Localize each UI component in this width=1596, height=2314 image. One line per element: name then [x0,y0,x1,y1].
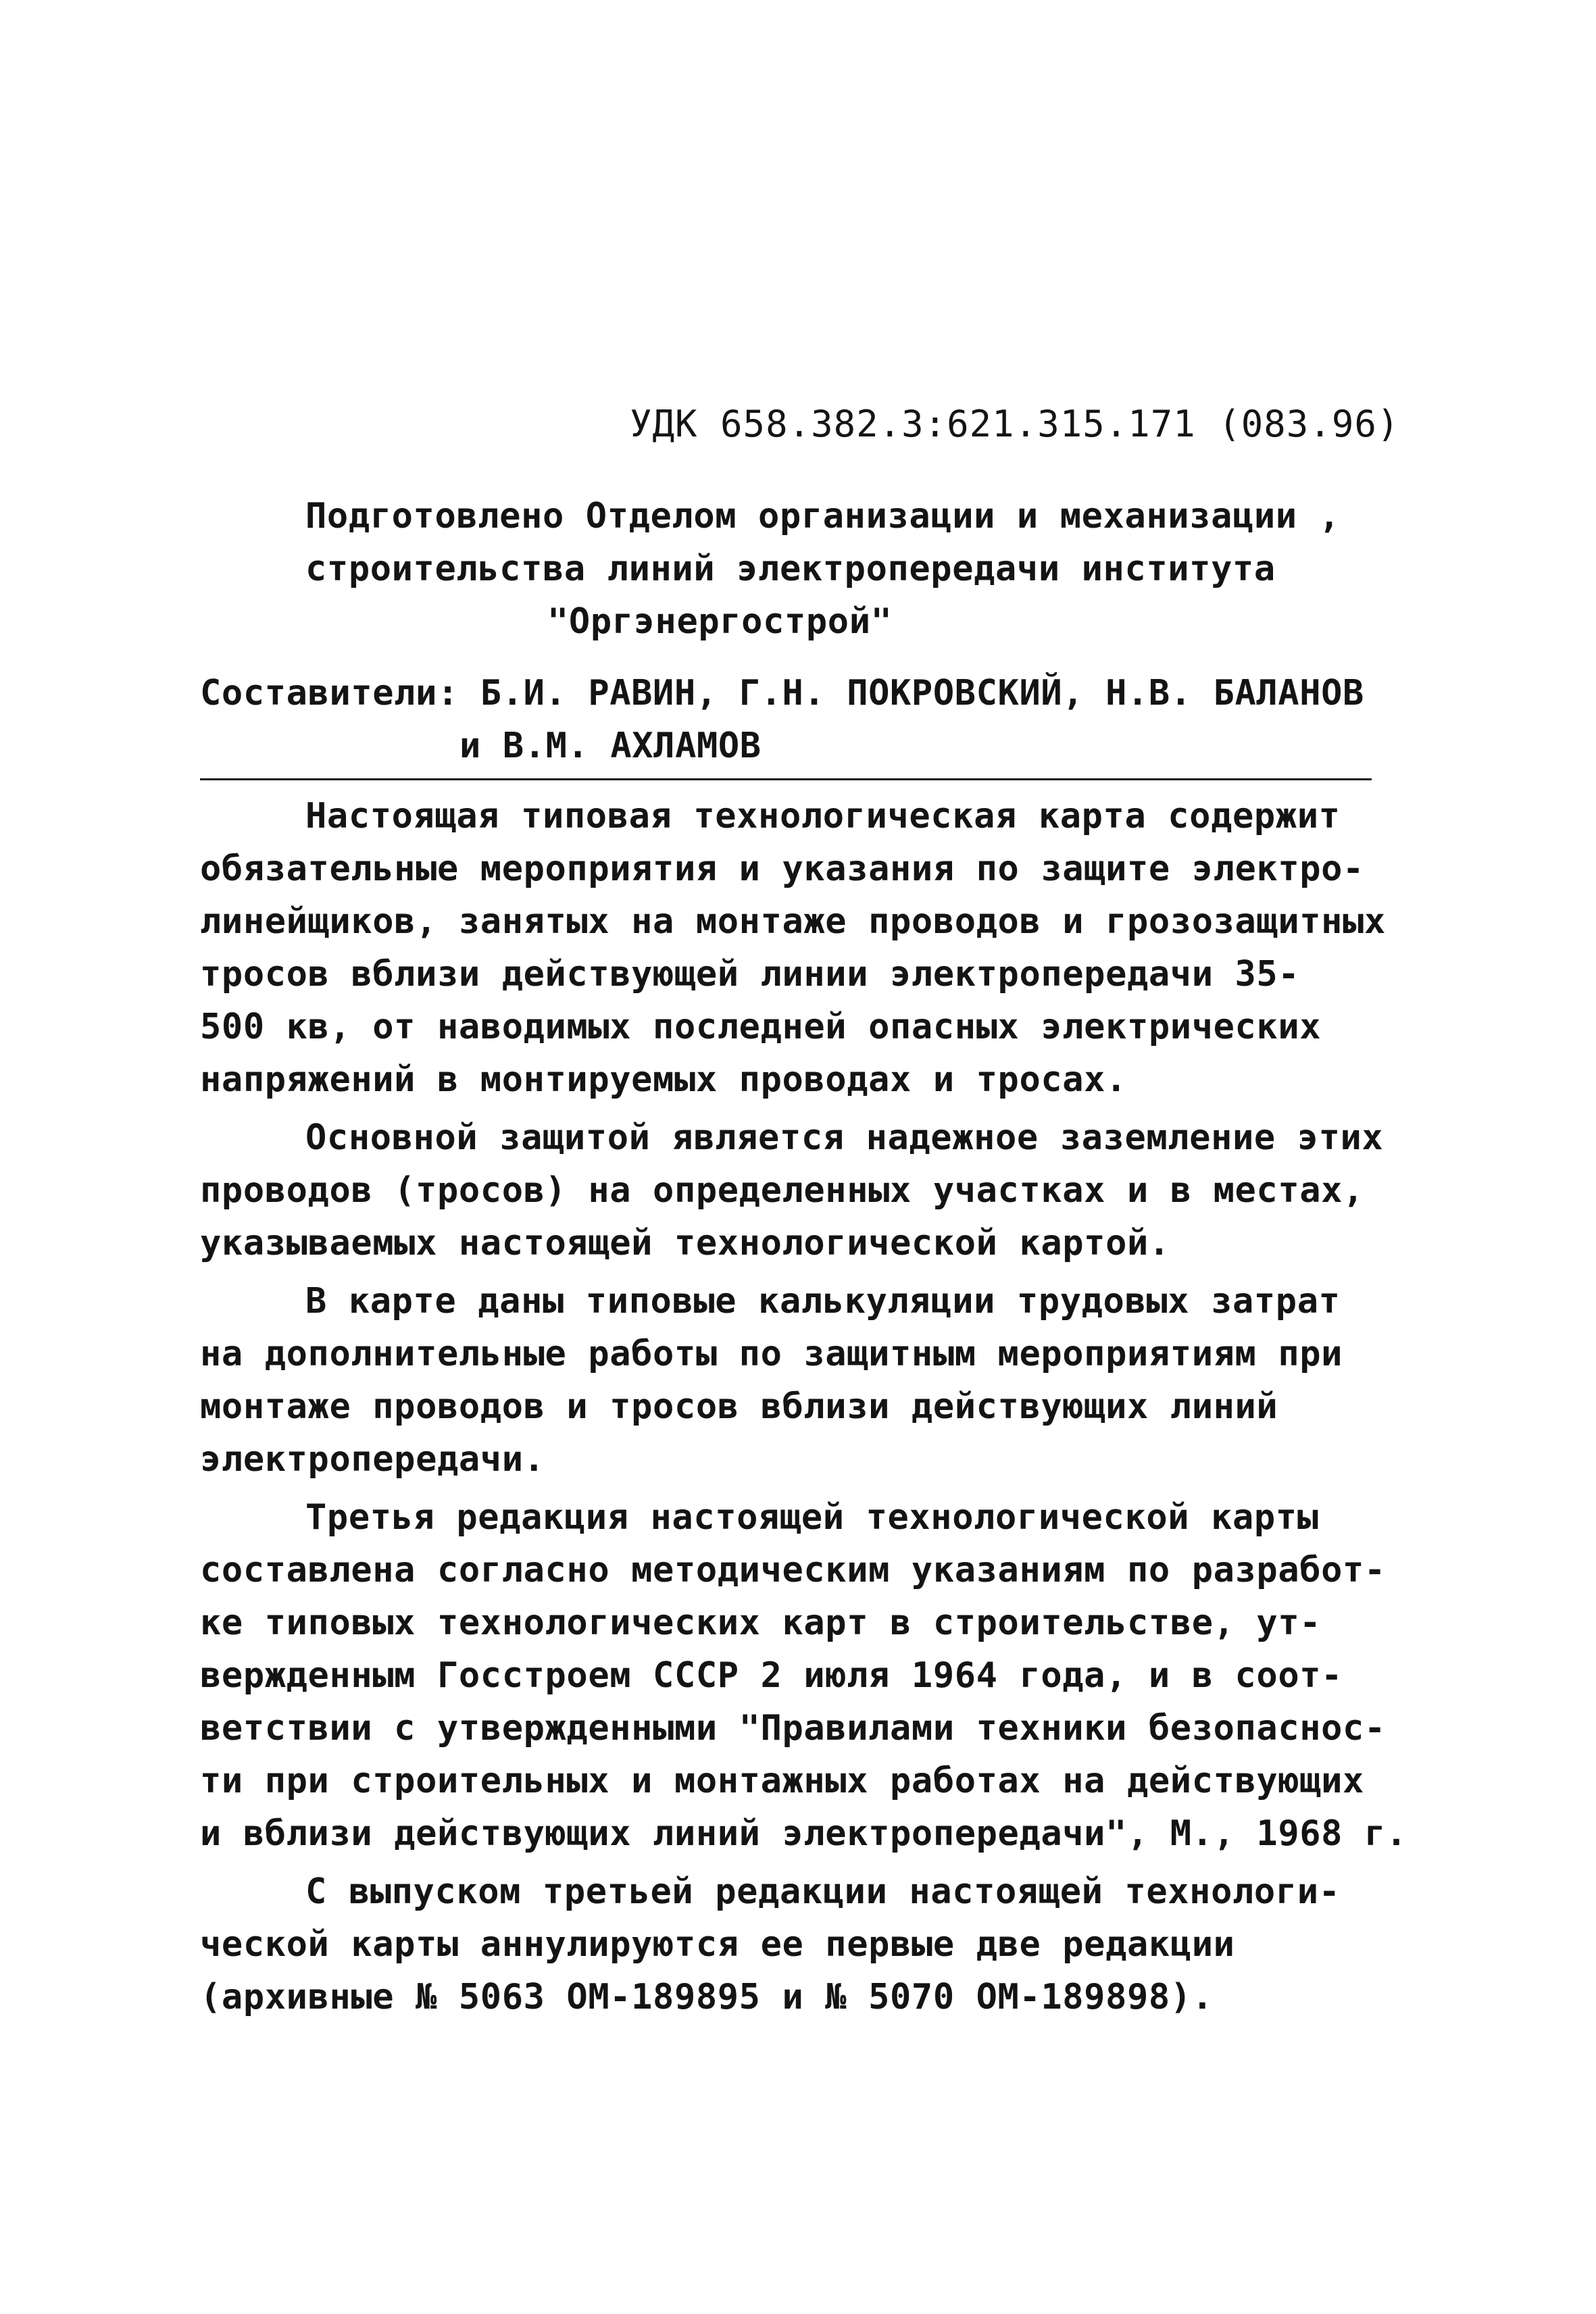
authors-line-1: Составители: Б.И. РАВИН, Г.Н. ПОКРОВСКИЙ, Н.В. БАЛАНОВ [200,673,1364,713]
para4-line-2: составлена согласно методическим указаниям по разработ- [200,1550,1386,1590]
udk-code: УДК 658.382.3:621.315.171 (083.96) [630,403,1400,445]
para4-line-4: вержденным Госстроем СССР 2 июля 1964 года, и в соот- [200,1655,1343,1696]
para4-line-1: Третья редакция настоящей технологической карты [305,1497,1319,1538]
para5-line-1: С выпуском третьей редакции настоящей технологи- [305,1871,1341,1912]
para4-line-6: ти при строительных и монтажных работах на действующих [200,1761,1364,1801]
para1-line-3: линейщиков, занятых на монтаже проводов и грозозащитных [200,901,1386,942]
para1-line-2: обязательные мероприятия и указания по защите электро- [200,849,1364,889]
para4-line-7: и вблизи действующих линий электропередачи", М., 1968 г. [200,1813,1407,1854]
para1-line-6: напряжений в монтируемых проводах и тросах. [200,1059,1127,1100]
para5-line-2: ческой карты аннулируются ее первые две редакции [200,1924,1235,1965]
prepared-by-line-2: строительства линий электропередачи института [305,549,1276,589]
para1-line-4: тросов вблизи действующей линии электропередачи 35- [200,954,1300,995]
prepared-by-line-3: "Оргэнергострой" [547,601,893,642]
para4-line-3: ке типовых технологических карт в строительстве, ут- [200,1603,1322,1643]
para3-line-3: монтаже проводов и тросов вблизи действующих линий [200,1386,1278,1427]
para3-line-2: на дополнительные работы по защитным мероприятиям при [200,1334,1343,1374]
para1-line-1: Настоящая типовая технологическая карта содержит [305,796,1341,836]
para4-line-5: ветствии с утвержденными "Правилами техники безопаснос- [200,1708,1386,1749]
para3-line-1: В карте даны типовые калькуляции трудовых затрат [305,1281,1341,1322]
para1-line-5: 500 кв, от наводимых последней опасных электрических [200,1007,1322,1047]
authors-line-2: и В.М. АХЛАМОВ [459,726,762,766]
para2-line-1: Основной защитой является надежное заземление этих [305,1117,1384,1158]
para2-line-3: указываемых настоящей технологической картой. [200,1223,1170,1263]
para5-line-3: (архивные № 5063 ОМ-189895 и № 5070 ОМ-189898). [200,1977,1214,2017]
para2-line-2: проводов (тросов) на определенных участках и в местах, [200,1170,1364,1211]
para3-line-4: электропередачи. [200,1439,545,1480]
prepared-by-line-1: Подготовлено Отделом организации и механизации , [305,496,1341,536]
separator-rule [200,778,1372,780]
